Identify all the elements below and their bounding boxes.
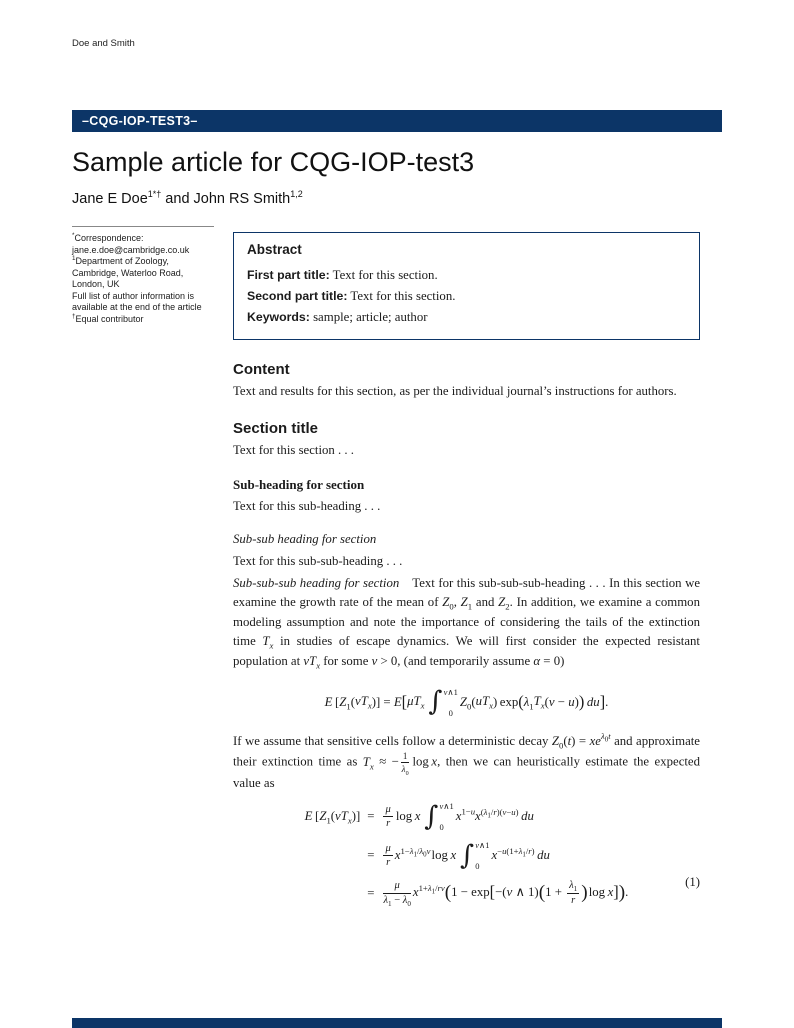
abstract-box — [233, 232, 700, 340]
abstract-heading: Abstract — [247, 242, 302, 257]
journal-banner — [72, 110, 722, 132]
authors-line: Jane E Doe$^{1*\dagger}$ and John RS Smith$^{1,2}$ — [72, 189, 303, 207]
aligned-equations — [233, 802, 700, 907]
display-equation: E $[Z_1(vT_x)] = E[\mu T_x$ ∫ v∧1 0 $Z_0(uT_x) \exp(\lambda_1T_x(v - u))$ du]. — [324, 686, 609, 719]
sub-heading: Sub-heading for section — [233, 477, 365, 493]
equal-contributor-note: †Equal contributor — [72, 312, 144, 324]
running-head: Doe and Smith — [72, 38, 135, 49]
abstract-row-text: sample; article; author — [313, 310, 428, 324]
paragraph — [233, 574, 700, 672]
abstract-row-label: First part title: — [247, 268, 330, 282]
abstract-row-text: Text for this section. — [350, 289, 456, 303]
equation-rhs: $\frac{\mu}{r}$ $x^{1-\lambda_1/\lambda_0v}$ log x ∫ v∧1 0 $x^{-u(1+\lambda_1/r)}$ du — [385, 839, 550, 872]
paragraph: Text for this sub-heading . . . — [233, 498, 381, 513]
paragraph: Text for this sub-sub-heading . . . — [233, 553, 403, 568]
abstract-row — [247, 307, 686, 328]
equation-relation: = — [367, 848, 375, 863]
author-info-note: Full list of author information is — [72, 290, 195, 301]
abstract-row-label: Keywords: — [247, 310, 310, 324]
sidebar-divider — [72, 226, 214, 227]
equation-relation: = — [367, 809, 375, 824]
aligned-equations-grid — [233, 802, 700, 907]
equation-relation: = — [367, 885, 375, 900]
correspondence-sidebar — [72, 226, 214, 325]
section-heading-title: Section title — [233, 419, 319, 437]
section-heading-content: Content — [233, 361, 290, 378]
equation-number: (1) — [685, 874, 700, 889]
paragraph: If we assume that sensitive cells follow a deterministic decay $Z_0(t) = xe^{\lambda_0t}$ and approximate their extinction time as $T_x$ ≈ − $\frac{1}{\lambda_0}$ log x, then we can heuristically estimate the expected value as — [233, 731, 701, 791]
correspondence-label: *Correspondence: — [72, 232, 144, 243]
affiliation-line: Cambridge, Waterloo Road, — [72, 267, 184, 278]
equation-rhs: $\frac{\mu}{\lambda_1 - \lambda_0}$ $x^{1+\lambda_1/rv}(1 - \exp[-(v$ ∧ 1)(1 + $\frac{\lambda_1}{r}$ ) log x]). — [383, 879, 629, 908]
abstract-row — [247, 286, 686, 307]
affiliation-line: London, UK — [72, 279, 120, 289]
sub-sub-heading: Sub-sub heading for section — [233, 532, 377, 547]
equation-lhs: E $[Z_1(vT_x)]$ — [304, 809, 361, 827]
sub-sub-sub-heading: Sub-sub-sub heading for section — [233, 575, 400, 590]
paragraph-text: Text for this sub-sub-sub-heading . . . In this section we examine the growth rate of the mean of $Z_0$, $Z_1$ and $Z_2$. In addition, we examine a common modeling assumption and note the importance of considering the tails of the extinction time $T_x$ in studies of escape dynamics. We will first consider the expected resistant population at $vT_x$ for some v > 0, (and temporarily assume α = 0) — [233, 575, 701, 671]
author-info-note: available at the end of the article — [72, 302, 202, 312]
paragraph: Text for this section . . . — [233, 442, 355, 457]
abstract-row-text: Text for this section. — [332, 268, 438, 282]
equation-rhs: $\frac{\mu}{r}$ log x ∫ v∧1 0 $x^{1-u}x^{(\lambda_1/r)(v-u)}$ du — [385, 800, 534, 833]
paragraph: Text and results for this section, as per the individual journal’s instructions for authors. — [233, 384, 677, 398]
journal-banner-label: –CQG-IOP-TEST3– — [82, 114, 198, 128]
abstract-row-label: Second part title: — [247, 289, 348, 303]
article-title: Sample article for CQG-IOP-test3 — [72, 147, 475, 177]
footer-bar — [72, 1018, 722, 1028]
article-body — [233, 360, 700, 906]
correspondence-email: jane.e.doe@cambridge.co.uk — [72, 244, 190, 255]
abstract-row — [247, 265, 686, 286]
affiliation-line: $^1$Department of Zoology, — [72, 255, 169, 266]
